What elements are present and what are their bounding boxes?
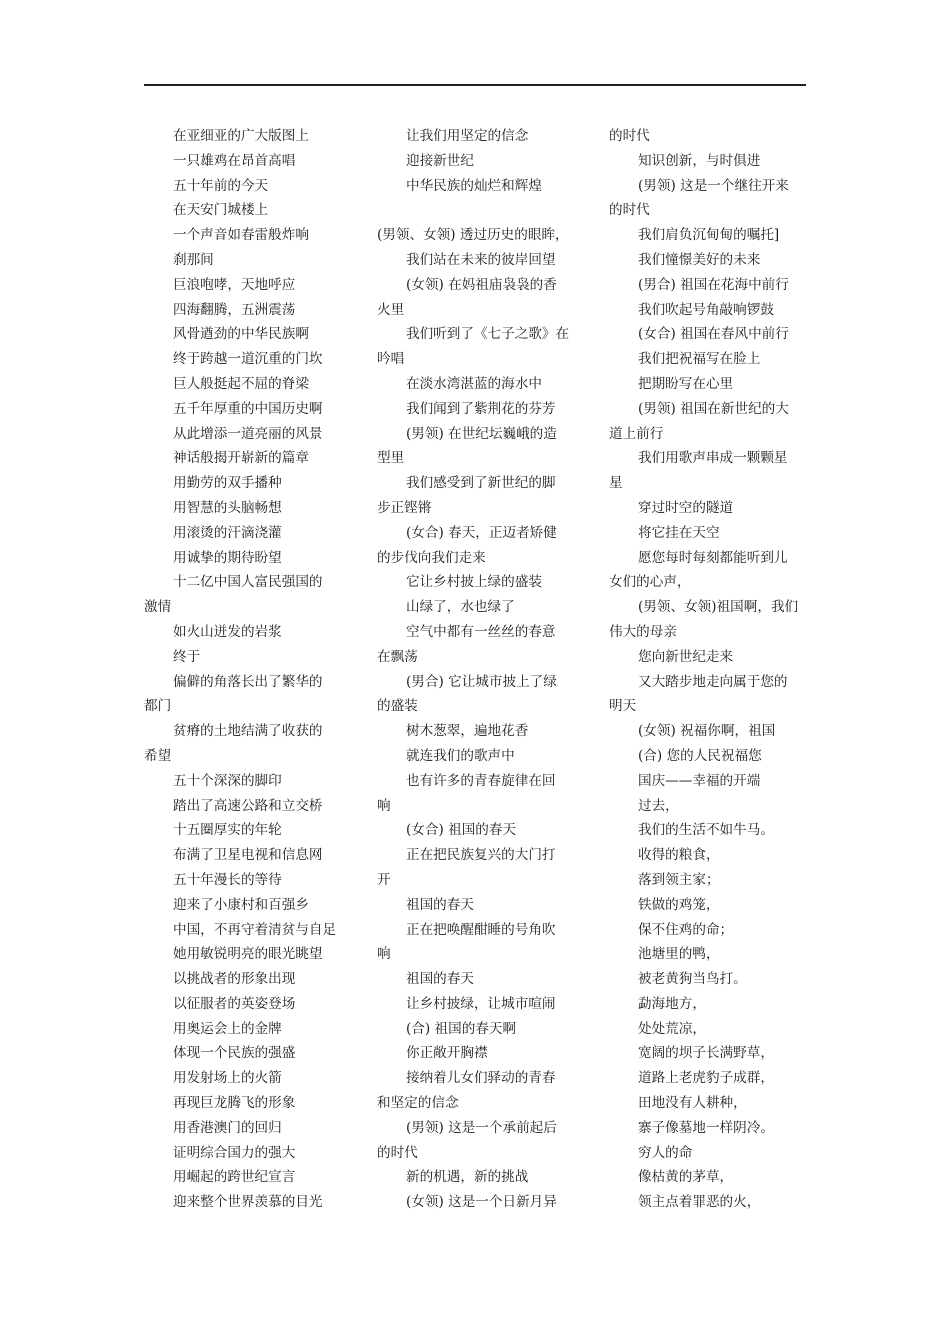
text-line: 一个声音如春雷般炸响 — [173, 227, 309, 244]
text-line: 从此增添一道亮丽的风景 — [173, 425, 323, 442]
text-line: 接纳着儿女们驿动的青春 — [406, 1070, 556, 1087]
text-line: 落到领主家； — [638, 871, 720, 888]
text-line: 的时代 — [377, 1144, 418, 1161]
text-line: 我们用歌声串成一颗颗星 — [638, 450, 788, 467]
text-line: (女领) 祝福你啊，祖国 — [638, 723, 776, 740]
text-line: 正在把民族复兴的大门打 — [406, 847, 556, 864]
text-line: 都门 — [144, 698, 172, 715]
text-line: 田地没有人耕种， — [638, 1095, 747, 1112]
text-line: 我们肩负沉甸甸的嘱托] — [638, 227, 780, 244]
text-line: 五十年前的今天 — [173, 177, 269, 194]
text-line: (女合) 祖国在春风中前行 — [638, 326, 789, 343]
text-line: 以挑战者的形象出现 — [173, 971, 296, 988]
text-line: (男合) 祖国在花海中前行 — [638, 276, 789, 293]
text-line: 在亚细亚的广大版图上 — [173, 128, 309, 144]
text-line: 穿过时空的隧道 — [638, 499, 734, 516]
text-line — [377, 198, 579, 223]
text-line: 寨子像墓地一样阴冷。 — [638, 1119, 774, 1136]
text-line: 的时代 — [609, 128, 650, 144]
text-line: 空气中都有一丝丝的春意 — [406, 623, 556, 640]
text-line: (男领) 祖国在新世纪的大 — [638, 400, 789, 417]
text-line: (女领) 在妈祖庙袅袅的香 — [406, 276, 557, 293]
text-line: 在淡水湾湛蓝的海水中 — [406, 375, 542, 392]
text-line: 贫瘠的土地结满了收获的 — [173, 723, 323, 740]
text-line: 处处荒凉， — [638, 1020, 706, 1037]
text-line: 迎来整个世界羡慕的目光 — [173, 1194, 323, 1211]
text-line: 像枯黄的茅草， — [638, 1169, 734, 1186]
text-line: 偏僻的角落长出了繁华的 — [173, 673, 323, 690]
text-line: 我们闻到了紫荆花的芬芳 — [406, 400, 556, 417]
text-column-3 — [609, 124, 811, 1215]
text-line: 五十年漫长的等待 — [173, 871, 282, 888]
text-line: 伟大的母亲 — [609, 623, 677, 640]
text-line: 我们憧憬美好的未来 — [638, 251, 761, 268]
text-line: 步正铿锵 — [377, 499, 432, 516]
text-line: 终于跨越一道沉重的门坎 — [173, 351, 323, 368]
text-line: 的步伐向我们走来 — [377, 549, 486, 566]
text-line: 勐海地方， — [638, 995, 706, 1012]
text-line: 宽阔的坝子长满野草， — [638, 1045, 774, 1062]
text-line: 用诚挚的期待盼望 — [173, 549, 282, 566]
text-line: 以征服者的英姿登场 — [173, 995, 296, 1012]
text-line: 我们站在未来的彼岸回望 — [406, 251, 556, 268]
text-line: 响 — [377, 797, 391, 814]
text-line: 用滚烫的汗滴浇灌 — [173, 524, 282, 541]
text-line: 用香港澳门的回归 — [173, 1119, 282, 1136]
text-line: 收得的粮食， — [638, 847, 720, 864]
text-line: 你正敞开胸襟 — [406, 1045, 488, 1062]
text-line: (男领) 这是一个继往开来 — [638, 177, 789, 194]
text-line: 开 — [377, 871, 391, 888]
text-line: (女领) 这是一个日新月异 — [406, 1194, 557, 1211]
text-line: 我们感受到了新世纪的脚 — [406, 475, 556, 492]
text-line: 又大踏步地走向属于您的 — [638, 673, 788, 690]
text-line: 在飘荡 — [377, 648, 418, 665]
text-line: 迎来了小康村和百强乡 — [173, 896, 309, 913]
text-line: 女们的心声， — [609, 574, 691, 591]
text-line: 在天安门城楼上 — [173, 202, 269, 219]
text-line: 用发射场上的火箭 — [173, 1070, 282, 1087]
text-line: 中国，不再守着清贫与自足 — [173, 921, 337, 938]
text-line: 您向新世纪走来 — [638, 648, 734, 665]
text-line: 布满了卫星电视和信息网 — [173, 847, 323, 864]
text-line: 神话般揭开崭新的篇章 — [173, 450, 309, 467]
text-line: 十五圈厚实的年轮 — [173, 822, 282, 839]
text-line: 巨浪咆哮，天地呼应 — [173, 276, 296, 293]
text-line: 中华民族的灿烂和辉煌 — [406, 177, 542, 194]
text-line: 也有许多的青春旋律在回 — [406, 772, 556, 789]
text-line: 被老黄狗当鸟打。 — [638, 971, 747, 988]
text-line: 踏出了高速公路和立交桥 — [173, 797, 323, 814]
text-line: 用智慧的头脑畅想 — [173, 499, 282, 516]
text-line: 我们吹起号角敲响锣鼓 — [638, 301, 774, 318]
text-line: 迎接新世纪 — [406, 152, 474, 169]
text-line: 山绿了，水也绿了 — [406, 599, 515, 616]
text-line: 如火山迸发的岩浆 — [173, 623, 282, 640]
text-line: 正在把唤醒酣睡的号角吹 — [406, 921, 556, 938]
text-line: 型里 — [377, 450, 405, 467]
text-line: 体现一个民族的强盛 — [173, 1045, 296, 1062]
text-line: 她用敏锐明亮的眼光眺望 — [173, 946, 323, 963]
text-line: 吟唱 — [377, 351, 405, 368]
text-line: 祖国的春天 — [406, 971, 474, 988]
header-rule — [144, 84, 806, 86]
text-line: 它让乡村披上绿的盛装 — [406, 574, 542, 591]
text-line: 一只雄鸡在昂首高唱 — [173, 152, 296, 169]
text-line: 用勤劳的双手播种 — [173, 475, 282, 492]
text-line: 火里 — [377, 301, 405, 318]
text-line: 穷人的命 — [638, 1144, 693, 1161]
text-line: 的盛装 — [377, 698, 418, 715]
text-line: 星 — [609, 475, 623, 492]
text-line: 希望 — [144, 747, 172, 764]
text-line: (女合) 祖国的春天 — [406, 822, 517, 839]
text-line: 明天 — [609, 698, 637, 715]
text-line: (合) 祖国的春天啊 — [406, 1020, 517, 1037]
text-line: 过去， — [638, 797, 679, 814]
text-line: 的时代 — [609, 202, 650, 219]
text-line: 巨人般挺起不屈的脊梁 — [173, 375, 309, 392]
text-line: 道路上老虎豹子成群， — [638, 1070, 774, 1087]
text-line: 将它挂在天空 — [638, 524, 720, 541]
text-line: 新的机遇，新的挑战 — [406, 1169, 529, 1186]
text-line: 风骨遒劲的中华民族啊 — [173, 326, 309, 343]
text-line: 我们把祝福写在脸上 — [638, 351, 761, 368]
text-line: 领主点着罪恶的火， — [638, 1194, 761, 1211]
text-line: 用奥运会上的金牌 — [173, 1020, 282, 1037]
text-line: 愿您每时每刻都能听到儿 — [638, 549, 788, 566]
text-line: 知识创新，与时俱进 — [638, 152, 761, 169]
text-line: 就连我们的歌声中 — [406, 747, 515, 764]
text-line: (女合) 春天，正迈者矫健 — [406, 524, 557, 541]
text-line: 再现巨龙腾飞的形象 — [173, 1095, 296, 1112]
text-line: 终于 — [173, 648, 201, 665]
text-line: 证明综合国力的强大 — [173, 1144, 296, 1161]
text-line: (男领、女领) 透过历史的眼眸， — [377, 227, 569, 244]
text-line: (男领、女领)祖国啊，我们 — [638, 599, 799, 616]
text-line: 刹那间 — [173, 251, 214, 268]
text-line: 用崛起的跨世纪宣言 — [173, 1169, 296, 1186]
text-line: 五千年厚重的中国历史啊 — [173, 400, 323, 417]
text-line: 铁做的鸡笼， — [638, 896, 720, 913]
text-line: 和坚定的信念 — [377, 1095, 459, 1112]
text-column-1 — [144, 124, 346, 1215]
text-line: 池塘里的鸭， — [638, 946, 720, 963]
text-line: 保不住鸡的命； — [638, 921, 734, 938]
text-line: 祖国的春天 — [406, 896, 474, 913]
text-line: 道上前行 — [609, 425, 664, 442]
text-line: 把期盼写在心里 — [638, 375, 734, 392]
text-line: 我们听到了《七子之歌》在 — [406, 326, 570, 343]
text-line: 响 — [377, 946, 391, 963]
text-line: (男合) 它让城市披上了绿 — [406, 673, 557, 690]
text-line: 树木葱翠，遍地花香 — [406, 723, 529, 740]
text-line: 国庆——幸福的开端 — [638, 772, 761, 789]
text-line: 让乡村披绿，让城市喧闹 — [406, 995, 556, 1012]
text-column-2 — [377, 124, 579, 1215]
text-line: (合) 您的人民祝福您 — [638, 747, 762, 764]
text-line: 激情 — [144, 599, 172, 616]
text-line: 我们的生活不如牛马。 — [638, 822, 774, 839]
text-line: 十二亿中国人富民强国的 — [173, 574, 323, 591]
text-line: 五十个深深的脚印 — [173, 772, 282, 789]
text-line: 四海翻腾，五洲震荡 — [173, 301, 296, 318]
text-line: (男领) 这是一个承前起后 — [406, 1119, 557, 1136]
text-line: (男领) 在世纪坛巍峨的造 — [406, 425, 557, 442]
text-line: 让我们用坚定的信念 — [406, 128, 529, 144]
